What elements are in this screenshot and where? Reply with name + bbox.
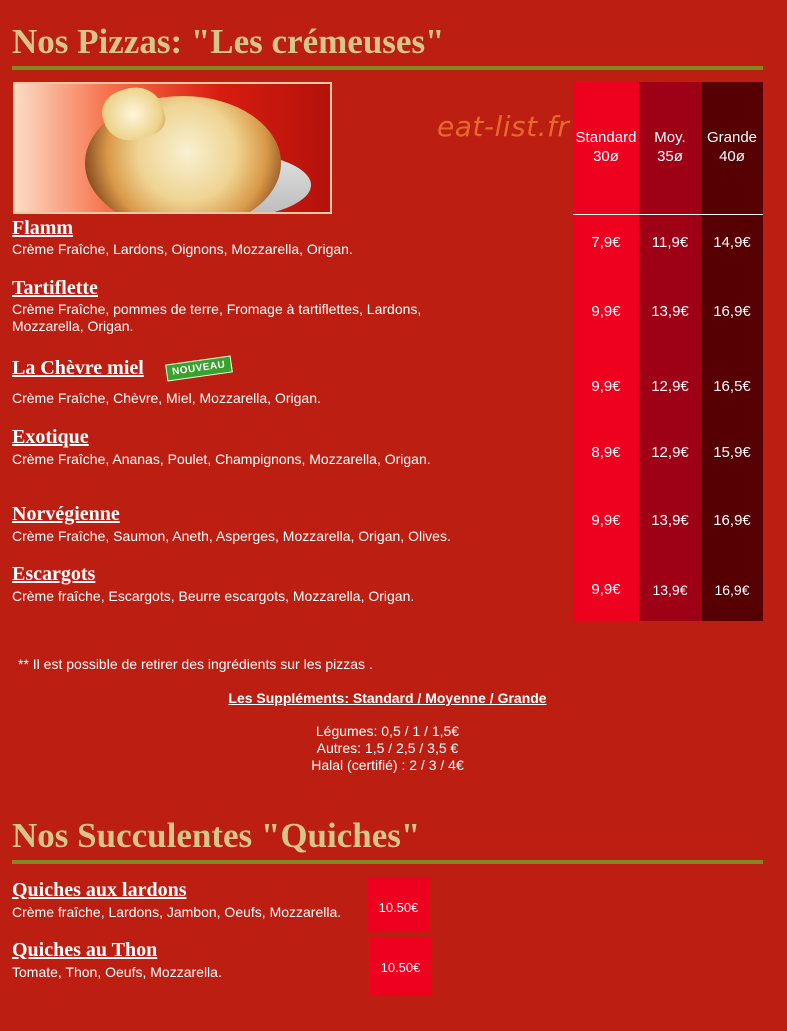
title-divider bbox=[12, 860, 763, 864]
price-standard: 7,9€ bbox=[591, 234, 621, 251]
price-large: 16,5€ bbox=[713, 378, 751, 395]
quiche-name-lardons: Quiches aux lardons bbox=[12, 879, 187, 901]
price-medium: 12,9€ bbox=[651, 444, 689, 461]
pizza-photo bbox=[13, 82, 332, 214]
column-header-large: Grande 40ø bbox=[706, 129, 758, 165]
price-standard: 9,9€ bbox=[591, 303, 621, 320]
quiche-description-lardons: Crème fraîche, Lardons, Jambon, Oeufs, Mozzarella. bbox=[12, 904, 342, 920]
supplement-line: Autres: 1,5 / 2,5 / 3,5 € bbox=[316, 740, 459, 756]
pizza-name-norvegienne: Norvégienne bbox=[12, 503, 120, 525]
price-large: 14,9€ bbox=[713, 234, 751, 251]
column-header-standard: Standard 30ø bbox=[575, 129, 637, 165]
quiches-section-title: Nos Succulentes "Quiches" bbox=[12, 816, 421, 855]
pizza-description-norvegienne: Crème Fraîche, Saumon, Aneth, Asperges, Mozzarella, Origan, Olives. bbox=[12, 528, 451, 544]
quiche-price: 10.50€ bbox=[378, 900, 419, 915]
ingredients-note: ** Il est possible de retirer des ingrédients sur les pizzas . bbox=[18, 656, 373, 672]
new-badge: NOUVEAU bbox=[165, 356, 232, 382]
supplement-line: Légumes: 0,5 / 1 / 1,5€ bbox=[315, 723, 460, 739]
pizzas-section-title: Nos Pizzas: "Les crémeuses" bbox=[12, 22, 445, 61]
pizza-description-chevre-miel: Crème Fraîche, Chèvre, Miel, Mozzarella, Origan. bbox=[12, 390, 321, 406]
pizza-name-escargots: Escargots bbox=[12, 563, 96, 585]
column-header-medium: Moy. 35ø bbox=[654, 129, 686, 165]
watermark: eat-list.fr bbox=[437, 110, 570, 143]
pizza-name-flamm: Flamm bbox=[12, 217, 74, 239]
pizza-description-tartiflette: Crème Fraîche, pommes de terre, Fromage à tartiflettes, Lardons, Mozzarella, Origan. bbox=[12, 301, 422, 334]
pizza-description-exotique: Crème Fraîche, Ananas, Poulet, Champignons, Mozzarella, Origan. bbox=[12, 451, 431, 467]
supplements-title: Les Suppléments: Standard / Moyenne / Grande bbox=[228, 690, 547, 706]
pizza-name-tartiflette: Tartiflette bbox=[12, 277, 98, 299]
price-medium: 13,9€ bbox=[651, 512, 689, 529]
price-large: 16,9€ bbox=[713, 303, 751, 320]
price-standard: 9,9€ bbox=[591, 581, 621, 598]
price-large: 16,9€ bbox=[713, 512, 751, 529]
price-medium: 13,9€ bbox=[652, 582, 688, 598]
title-divider bbox=[12, 66, 763, 70]
supplement-line: Halal (certifié) : 2 / 3 / 4€ bbox=[311, 757, 464, 773]
pizza-name-exotique: Exotique bbox=[12, 426, 89, 448]
quiche-price: 10.50€ bbox=[380, 960, 421, 975]
column-header-divider bbox=[573, 214, 763, 215]
pizza-description-escargots: Crème fraîche, Escargots, Beurre escargots, Mozzarella, Origan. bbox=[12, 588, 415, 604]
quiche-name-thon: Quiches au Thon bbox=[12, 939, 158, 961]
pizza-name-chevre-miel: La Chèvre miel bbox=[12, 357, 144, 379]
pizza-description-flamm: Crème Fraîche, Lardons, Oignons, Mozzarella, Origan. bbox=[12, 241, 353, 257]
price-medium: 13,9€ bbox=[651, 303, 689, 320]
price-medium: 11,9€ bbox=[651, 234, 689, 251]
price-medium: 12,9€ bbox=[651, 378, 689, 395]
price-large: 15,9€ bbox=[713, 444, 751, 461]
quiche-description-thon: Tomate, Thon, Oeufs, Mozzarella. bbox=[12, 964, 222, 980]
price-standard: 8,9€ bbox=[591, 444, 621, 461]
price-standard: 9,9€ bbox=[591, 512, 621, 529]
price-standard: 9,9€ bbox=[591, 378, 621, 395]
price-large: 16,9€ bbox=[714, 582, 750, 598]
